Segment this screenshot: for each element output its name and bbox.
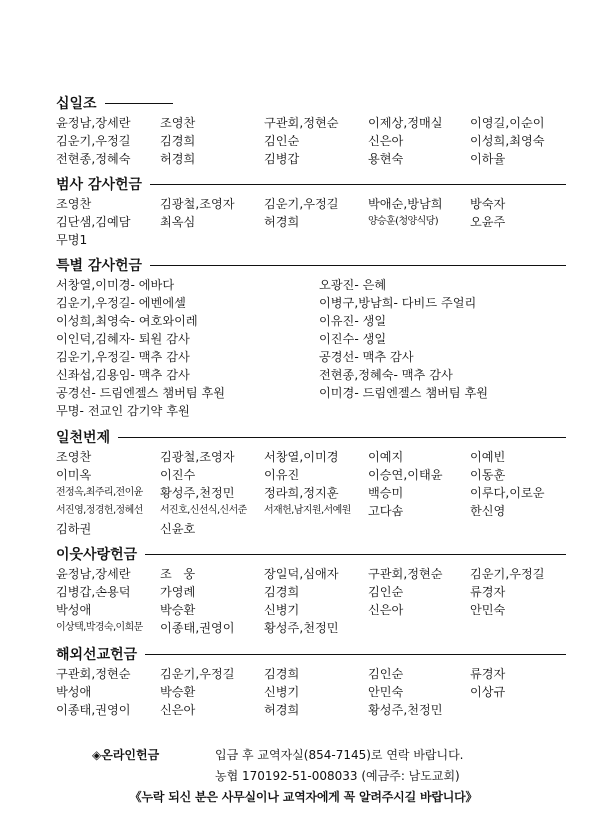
section-neighbor-love — [56, 543, 566, 637]
name-cell: 윤정남,장세란 — [56, 567, 131, 581]
name-cell: 신병기 — [264, 685, 300, 699]
section-thousand-offering — [56, 426, 566, 538]
name-cell: 특별 감사헌금 — [56, 258, 143, 274]
list-row — [56, 448, 566, 466]
name-cell: 윤정남,장세란 — [56, 116, 131, 130]
name-cell: 양승훈(청양식당) — [368, 216, 439, 227]
name-cell: 박성애 — [56, 685, 92, 699]
name-cell: 류경자 — [470, 667, 506, 681]
name-cell: 김경희 — [264, 585, 300, 599]
list-row — [56, 520, 566, 538]
name-cell: 조 웅 — [160, 567, 196, 581]
name-cell: 박승환 — [160, 603, 196, 617]
name-cell: 백승미 — [368, 486, 404, 500]
name-cell: 가영례 — [160, 585, 196, 599]
list-row — [56, 132, 566, 150]
name-cell: 이인덕,김혜자- 퇴원 감사 — [56, 332, 190, 346]
list-row — [56, 683, 566, 701]
name-cell: 서진영,정경헌,정혜선 — [56, 505, 143, 516]
list-row — [56, 384, 566, 402]
name-cell: 안민숙 — [470, 603, 506, 617]
name-cell: 방숙자 — [470, 197, 506, 211]
name-cell: 박애순,방남희 — [368, 197, 443, 211]
section-overseas-mission — [56, 643, 566, 719]
divider — [150, 265, 566, 266]
name-cell: 이미옥 — [56, 468, 92, 482]
name-cell: 이하율 — [470, 152, 506, 166]
name-cell: 신은아 — [160, 703, 196, 717]
name-cell: 이동훈 — [470, 468, 506, 482]
online-offering-label: ◈온라인헌금 — [92, 748, 160, 762]
name-cell: 조영찬 — [160, 116, 196, 130]
list-row — [56, 366, 566, 384]
name-cell: 조영찬 — [56, 197, 92, 211]
divider — [145, 554, 566, 555]
name-cell: 공경선- 맥추 감사 — [319, 350, 414, 364]
name-cell: 황성주,천정민 — [160, 486, 235, 500]
list-row — [56, 150, 566, 168]
divider — [105, 103, 173, 104]
name-cell: 십일조 — [56, 96, 97, 112]
list-row — [56, 213, 566, 231]
name-cell: 허경희 — [160, 152, 196, 166]
name-cell: 박성애 — [56, 603, 92, 617]
divider — [150, 184, 566, 185]
name-cell: 오광진- 은혜 — [319, 278, 387, 292]
name-cell: 이제상,정매실 — [368, 116, 443, 130]
name-cell: 김광철,조영자 — [160, 197, 235, 211]
list-row — [56, 583, 566, 601]
name-cell: 용현숙 — [368, 152, 404, 166]
name-cell: 이승연,이태윤 — [368, 468, 443, 482]
name-cell: 이상규 — [470, 685, 506, 699]
name-cell: 서진호,신선식,신서준 — [160, 505, 247, 516]
name-cell: 이루다,이로운 — [470, 486, 545, 500]
name-cell: 김하권 — [56, 522, 92, 536]
list-row — [56, 330, 566, 348]
name-cell: 김운기,우정길 — [264, 197, 339, 211]
list-row — [56, 701, 566, 719]
bank-account: 농협 170192-51-008033 (예금주: 남도교회) — [215, 769, 460, 783]
name-cell: 허경희 — [264, 703, 300, 717]
list-row — [56, 601, 566, 619]
list-row — [56, 276, 566, 294]
name-cell: 김운기,우정길- 맥추 감사 — [56, 350, 190, 364]
name-cell: 김병갑,손용덕 — [56, 585, 131, 599]
name-cell: 박승환 — [160, 685, 196, 699]
divider — [145, 654, 566, 655]
name-cell: 이진수 — [160, 468, 196, 482]
name-cell: 전현종,정혜숙- 맥추 감사 — [319, 368, 453, 382]
section-title — [56, 173, 566, 195]
name-cell: 구관회,정현순 — [368, 567, 443, 581]
name-cell: 정라희,정지훈 — [264, 486, 339, 500]
list-row — [56, 619, 566, 637]
list-row — [56, 565, 566, 583]
name-cell: 김인순 — [368, 667, 404, 681]
name-cell: 전현종,정혜숙 — [56, 152, 131, 166]
list-row — [56, 665, 566, 683]
name-cell: 서재헌,남지원,서예원 — [264, 505, 351, 516]
name-cell: 이종태,권영이 — [56, 703, 131, 717]
list-row — [56, 114, 566, 132]
name-cell: 한신영 — [470, 504, 506, 518]
name-cell: 해외선교헌금 — [56, 647, 138, 663]
section-title — [56, 92, 566, 114]
name-cell: 김경희 — [160, 134, 196, 148]
list-row — [56, 484, 566, 502]
name-cell: 이미경- 드림엔젤스 챔버팀 후원 — [319, 386, 489, 400]
name-cell: 이웃사랑헌금 — [56, 547, 138, 563]
name-cell: 류경자 — [470, 585, 506, 599]
contact-note: 입금 후 교역자실(854-7145)로 연락 바랍니다. — [215, 748, 464, 762]
name-cell: 김운기,우정길 — [56, 134, 131, 148]
name-cell: 서창열,이미경- 에바다 — [56, 278, 175, 292]
name-cell: 장일덕,심애자 — [264, 567, 339, 581]
name-cell: 김단샘,김예담 — [56, 215, 131, 229]
name-cell: 김운기,우정길 — [160, 667, 235, 681]
list-row — [56, 294, 566, 312]
list-row — [56, 312, 566, 330]
name-cell: 김경희 — [264, 667, 300, 681]
name-cell: 조영찬 — [56, 450, 92, 464]
name-cell: 이성희,최영숙- 여호와이레 — [56, 314, 198, 328]
name-cell: 허경희 — [264, 215, 300, 229]
name-cell: 서창열,이미경 — [264, 450, 339, 464]
divider — [118, 437, 566, 438]
list-row — [56, 502, 566, 520]
section-title — [56, 543, 566, 565]
name-cell: 이예지 — [368, 450, 404, 464]
name-cell: 고다솜 — [368, 504, 404, 518]
name-cell: 이종태,권영이 — [160, 621, 235, 635]
name-cell: 신병기 — [264, 603, 300, 617]
name-cell: 김인순 — [368, 585, 404, 599]
name-cell: 신윤호 — [160, 522, 196, 536]
name-cell: 안민숙 — [368, 685, 404, 699]
name-cell: 일천번제 — [56, 430, 111, 446]
name-cell: 구관회,정현순 — [264, 116, 339, 130]
name-cell: 신은아 — [368, 603, 404, 617]
omission-notice: 《누락 되신 분은 사무실이나 교역자에게 꼭 알려주시길 바랍니다》 — [129, 790, 478, 804]
name-cell: 최옥심 — [160, 215, 196, 229]
name-cell: 이유진 — [264, 468, 300, 482]
name-cell: 범사 감사헌금 — [56, 177, 143, 193]
list-row — [56, 195, 566, 213]
name-cell: 신은아 — [368, 134, 404, 148]
name-cell: 이예빈 — [470, 450, 506, 464]
name-cell: 황성주,천정민 — [264, 621, 339, 635]
list-row — [56, 231, 566, 249]
list-row — [56, 402, 566, 420]
name-cell: 무명- 전교인 감기약 후원 — [56, 404, 190, 418]
list-row — [56, 466, 566, 484]
name-cell: 이상택,박경숙,이희문 — [56, 622, 143, 633]
section-title — [56, 254, 566, 276]
name-cell: 신좌섭,김용임- 맥추 감사 — [56, 368, 190, 382]
section-title — [56, 643, 566, 665]
name-cell: 김병갑 — [264, 152, 300, 166]
name-cell: 황성주,천정민 — [368, 703, 443, 717]
section-special-thanks — [56, 254, 566, 420]
name-cell: 이영길,이순이 — [470, 116, 545, 130]
name-cell: 이병구,방남희- 다비드 주얼리 — [319, 296, 477, 310]
name-cell: 김광철,조영자 — [160, 450, 235, 464]
name-cell: 김인순 — [264, 134, 300, 148]
name-cell: 구관회,정현순 — [56, 667, 131, 681]
name-cell: 이진수- 생일 — [319, 332, 387, 346]
list-row — [56, 348, 566, 366]
name-cell: 김운기,우정길 — [470, 567, 545, 581]
section-general-thanks — [56, 173, 566, 249]
section-tithe — [56, 92, 566, 168]
name-cell: 이성희,최영숙 — [470, 134, 545, 148]
name-cell: 무명1 — [56, 233, 88, 247]
section-title — [56, 426, 566, 448]
name-cell: 김운기,우정길- 에벤에셀 — [56, 296, 186, 310]
name-cell: 공경선- 드림엔젤스 챔버팀 후원 — [56, 386, 226, 400]
name-cell: 오윤주 — [470, 215, 506, 229]
name-cell: 이유진- 생일 — [319, 314, 387, 328]
name-cell: 전정옥,최주리,전이윤 — [56, 487, 143, 498]
